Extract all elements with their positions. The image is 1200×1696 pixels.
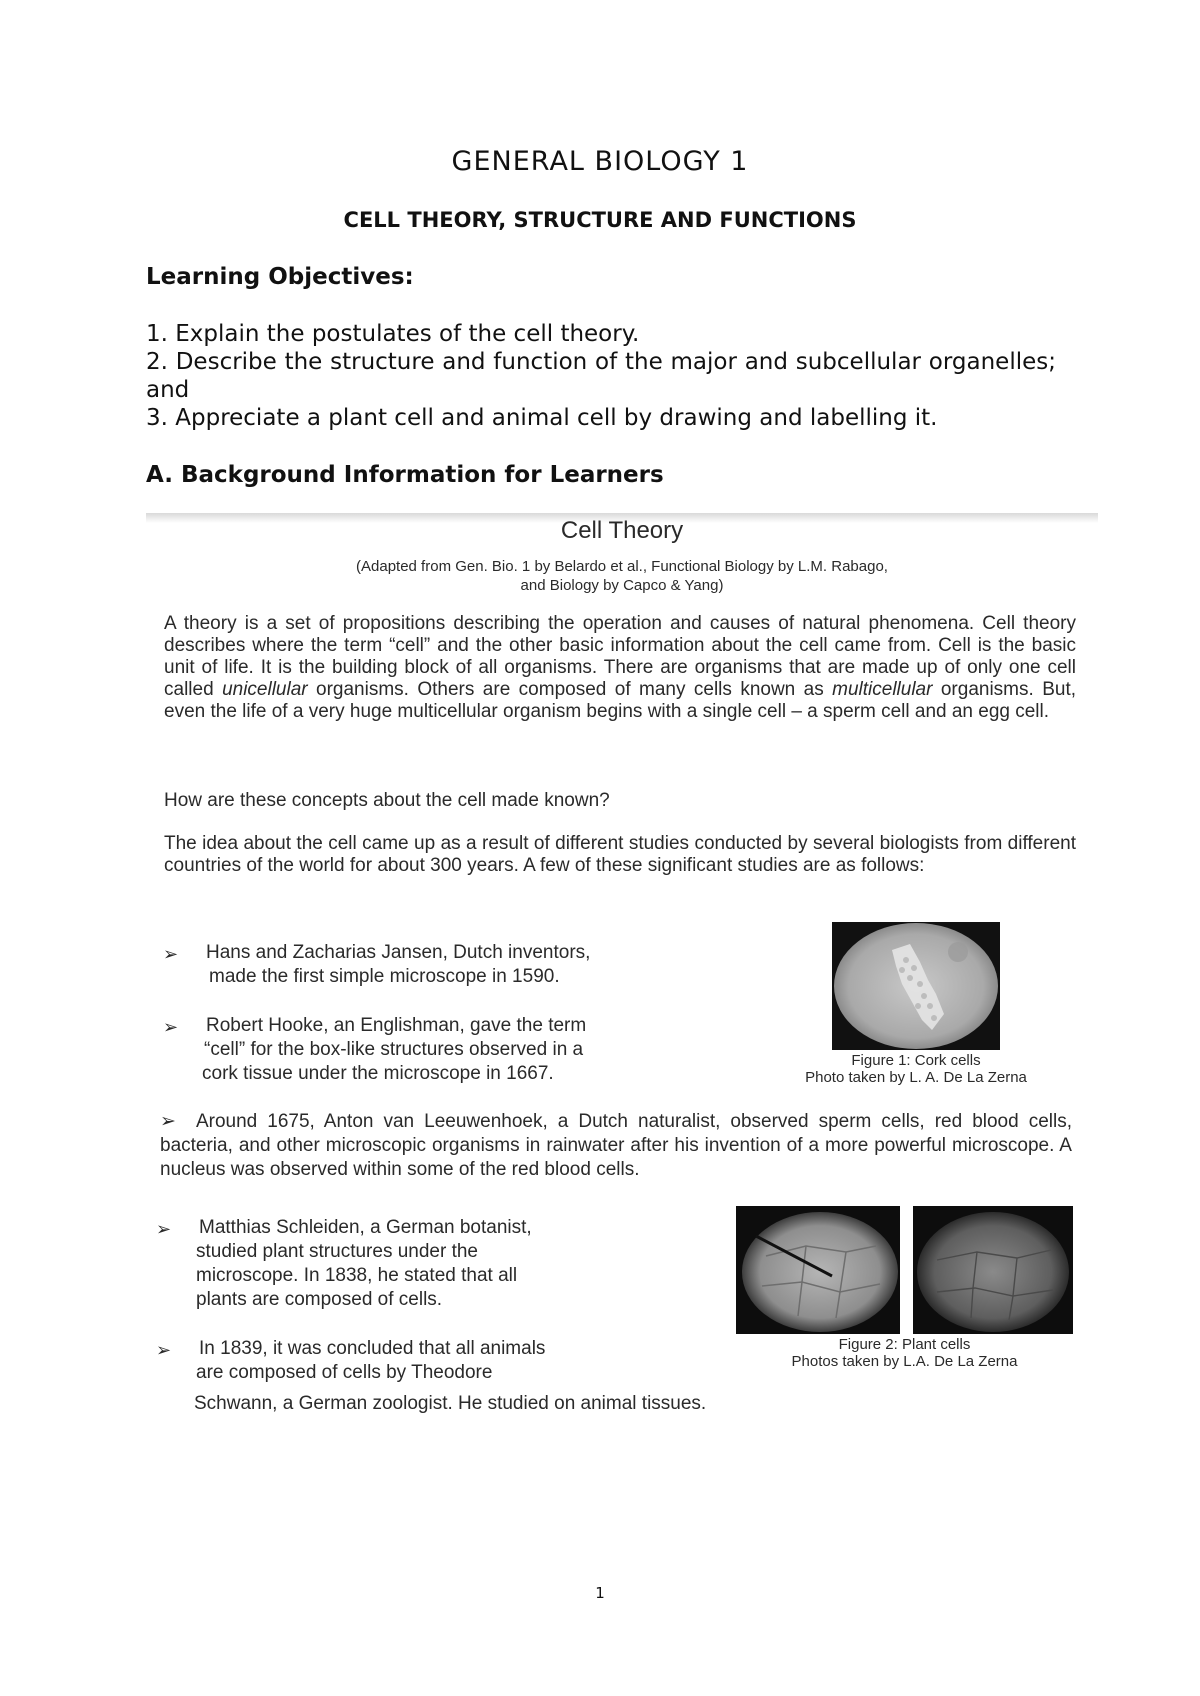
schleiden-line-4: plants are composed of cells. [196, 1289, 443, 1310]
figure-2-plant-cells-photo-right [913, 1206, 1073, 1334]
excerpt-credit-line-2: and Biology by Capco & Yang) [520, 577, 724, 594]
excerpt-title: Cell Theory [560, 517, 684, 544]
figure-1-caption-line-1: Figure 1: Cork cells [851, 1052, 981, 1069]
term-multicellular: multicellular [832, 679, 933, 700]
figure-2-plant-cells-photo-left [736, 1206, 900, 1334]
cork-cells-image [832, 922, 1000, 1050]
hooke-line-1: Robert Hooke, an Englishman, gave the term [206, 1015, 587, 1036]
page-number: 1 [595, 1584, 605, 1602]
objective-item-2: 2. Describe the structure and function of the major and subcellular organelles; and [146, 349, 1056, 403]
plant-cells-image-right [913, 1206, 1073, 1334]
schleiden-line-2: studied plant structures under the [196, 1241, 479, 1262]
bullet-arrow-icon: ➢ [163, 944, 179, 964]
section-a-heading: A. Background Information for Learners [146, 462, 664, 488]
question-line: How are these concepts about the cell made known? [164, 790, 610, 811]
lesson-title: CELL THEORY, STRUCTURE AND FUNCTIONS [343, 208, 857, 232]
objective-item-3: 3. Appreciate a plant cell and animal cell by drawing and labelling it. [146, 405, 938, 431]
figure-2-caption-line-2: Photos taken by L.A. De La Zerna [791, 1353, 1018, 1370]
history-paragraph: The idea about the cell came up as a result of different studies conducted by several biologists from different countries of the world for about 300 years. A few of these significant studies are as follows: [164, 833, 1076, 876]
term-unicellular: unicellular [222, 679, 308, 700]
intro-paragraph: A theory is a set of propositions describing the operation and causes of natural phenomena. Cell theory describes where the term “cell” and the other basic information about the cell came from. Cell is the basic unit of life. It is the building block of all organisms. There are organisms that are made up of only one cell called unicellular organisms. Others are composed of many cells known as multicellular organisms. But, even the life of a very huge multicellular organism begins with a single cell – a sperm cell and an egg cell. [164, 613, 1077, 722]
excerpt-credit-line-1: (Adapted from Gen. Bio. 1 by Belardo et al., Functional Biology by L.M. Rabago, [356, 558, 888, 575]
jansen-line-2: made the first simple microscope in 1590. [209, 966, 560, 987]
hooke-line-3: cork tissue under the microscope in 1667. [202, 1063, 554, 1084]
plant-cells-image-left [736, 1206, 900, 1334]
figure-2-caption-line-1: Figure 2: Plant cells [838, 1336, 971, 1353]
bullet-arrow-icon: ➢ [163, 1017, 179, 1037]
bullet-arrow-icon: ➢ [156, 1219, 172, 1239]
schwann-line-1: In 1839, it was concluded that all animals [199, 1338, 546, 1359]
schwann-line-3: Schwann, a German zoologist. He studied on animal tissues. [194, 1393, 707, 1414]
figure-1-caption-line-2: Photo taken by L. A. De La Zerna [805, 1069, 1027, 1086]
figure-1-cork-cells-photo [832, 922, 1000, 1050]
hooke-line-2: “cell” for the box-like structures observed in a [204, 1039, 584, 1060]
schleiden-line-1: Matthias Schleiden, a German botanist, [199, 1217, 532, 1238]
leeuwenhoek-paragraph: ➢ Around 1675, Anton van Leeuwenhoek, a Dutch naturalist, observed sperm cells, red blood cells, bacteria, and other microscopic organisms in rainwater after his invention of a more powerful microscope. A nucleus was observed within some of the red blood cells. [160, 1111, 1073, 1180]
bullet-arrow-icon: ➢ [160, 1111, 176, 1132]
bullet-arrow-icon: ➢ [156, 1340, 172, 1360]
jansen-line-1: Hans and Zacharias Jansen, Dutch inventors, [206, 942, 591, 963]
objective-item-1: 1. Explain the postulates of the cell theory. [146, 321, 640, 347]
objectives-heading: Learning Objectives: [146, 264, 414, 290]
course-title: GENERAL BIOLOGY 1 [451, 146, 749, 177]
schleiden-line-3: microscope. In 1838, he stated that all [196, 1265, 518, 1286]
schwann-line-2: are composed of cells by Theodore [196, 1362, 493, 1383]
